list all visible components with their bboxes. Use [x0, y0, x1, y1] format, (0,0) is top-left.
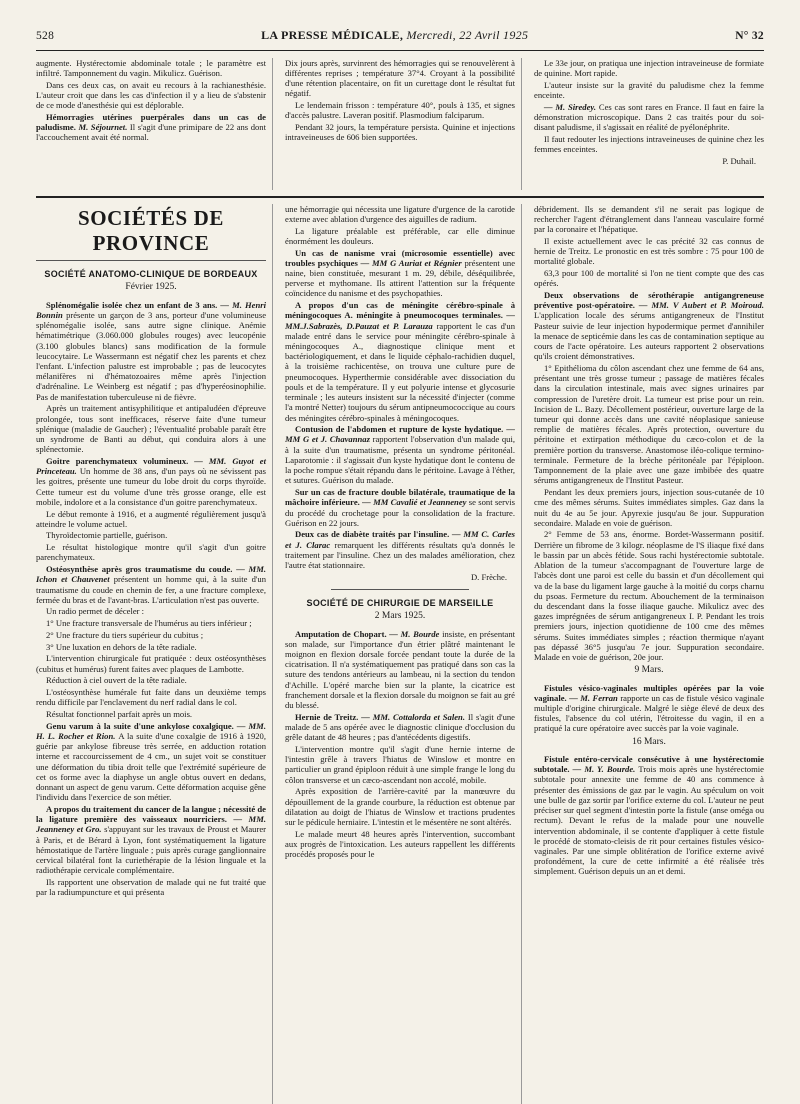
journal-title — [261, 28, 528, 42]
meeting-date: 9 Mars. — [634, 665, 664, 676]
author-names: — M. Henri Bonnin — [36, 299, 266, 320]
meeting-date: Février 1925. — [125, 282, 177, 293]
paragraph — [285, 786, 515, 827]
paragraph-text: Dix jours après, survinrent des hémorragies qui se renouvelèrent à différentes reprises ; température 37°4. Croyant à la possibilité d'une rétention placentaire, on fit un curettage dont le résultat fut négatif. — [285, 57, 515, 99]
paragraph-text: rapportent l'observation d'un malade qui, à la suite d'un traumatisme, présenta un syndrome péritonéal. Laparotomie : il s'agissait d'un kyste hydatique dont le contenu de la poche rompue s'était répandu dans le péritoine. Lavage à l'éther, et sutures. Guérison du malade. — [285, 434, 515, 486]
paragraph — [285, 744, 515, 785]
paragraph-text: remarquent les différents résultats qu'a donnés le traitement par l'insuline. Chez un des malades amélioration, chez l'autre état stationnaire. — [285, 539, 515, 571]
top-column-3-body — [534, 58, 764, 154]
paragraph-text: Ces cas sont rares en France. Il faut en faire la démonstration microscopique. Dans 2 cas traités pour du soi-disant paludisme, il s'agissait en réalité de pyélonéphrite. — [534, 101, 764, 132]
paragraph — [534, 290, 764, 362]
paragraph — [36, 530, 266, 540]
paragraph — [285, 712, 515, 743]
paragraph-text: présente un garçon de 3 ans, porteur d'une volumineuse splénomégalie isolée, sans autre signe clinique. Anémie hématimétrique (3.060.000 globules rouges) avec leucopénie (3.100 globules blancs) sans modification de la formule leucocytaire. Le Wassermann est négatif chez les parents et chez l'enfant. L'infection palustre est improbable ; pas de leucocytes mélanifères ni d'hématozoaires même après l'injection d'adrénaline. Le Weinberg est négatif ; pas d'hyperéosinophilie. Pas de manifestation tuberculeuse ni de fièvre. — [36, 309, 267, 402]
paragraph-text: Après un traitement antisyphilitique et antipaludéen d'épreuve prolongée, tous sont inefficaces, réserve faite d'une tumeur splénique (maladie de Gaucher) ; l'éventualité probable paraît être un syndrome de Banti au début, qui conduira alors à une splénectomie. — [36, 403, 266, 455]
paragraph — [36, 403, 266, 454]
paragraph — [36, 877, 266, 897]
page-header — [36, 28, 764, 51]
paragraph — [36, 804, 266, 876]
paragraph — [534, 268, 764, 288]
paragraph — [36, 653, 266, 673]
paragraph-text: 2° Une fracture du tiers supérieur du cubitus ; — [46, 629, 204, 640]
society-title-bordeaux: SOCIÉTÉ ANATOMO-CLINIQUE DE BORDEAUX — [44, 268, 258, 279]
paragraph — [36, 618, 266, 628]
paragraph — [36, 687, 266, 707]
paragraph-text: Un radio permet de déceler : — [46, 606, 145, 617]
signature: P. Duhail. — [722, 156, 756, 167]
page-number: 528 — [36, 30, 55, 42]
paragraph-text: 3° Une luxation en dehors de la tête radiale. — [46, 641, 197, 652]
paragraph-text: Le lendemain frisson : température 40°, pouls à 135, et signes d'accès palustre. Laveran positif. Plasmodium falciparum. — [285, 100, 515, 121]
paragraph-text: augmente. Hystérectomie abdominale totale ; le paramètre est infiltré. Tamponnement du vagin. Mikulicz. Guérison. — [36, 57, 266, 78]
top-column-2 — [285, 58, 522, 190]
meeting-date: 16 Mars. — [632, 736, 666, 747]
paragraph — [36, 675, 266, 685]
author-names: — MM. H. L. Rocher et Rion. — [36, 720, 266, 741]
paragraph — [36, 642, 266, 652]
paragraph — [534, 236, 764, 267]
author-names: — MM G et J. Chavannaz — [285, 424, 515, 445]
paragraph — [534, 529, 764, 662]
paragraph-text: Résultat fonctionnel parfait après un mois. — [46, 708, 193, 719]
paragraph-text: La ligature préalable est préférable, car elle diminue énormément les douleurs. — [285, 225, 515, 246]
main-column-2 — [285, 204, 522, 1104]
column-body — [285, 204, 515, 571]
author-names: — MM. Guyot et Princeteau. — [36, 455, 267, 477]
paragraph-text: Il s'agit d'une primipare de 22 ans dont l'accouchement avait été normal. — [36, 121, 266, 143]
paragraph — [36, 112, 266, 143]
paragraph-text: Le résultat histologique montre qu'il s'agit d'un goitre parenchymateux. — [36, 542, 266, 563]
paragraph — [534, 58, 764, 78]
paragraph — [534, 80, 764, 100]
paragraph — [285, 529, 515, 570]
paragraph — [36, 606, 266, 616]
paragraph — [36, 509, 266, 529]
author-names: — M. Bourde — [389, 628, 443, 639]
main-columns — [36, 204, 764, 1104]
paragraph-text: insiste, en présentant son malade, sur l'importance d'un étrier plâtré maintenant le moignon en flexion dorsale forcée pendant toute la durée de la cicatrisation. Il n'a systématiquement pas pratiqué dans son cas la suture des tendons antérieurs au lambeau, ni la section du tendon d'Achille. L'opéré marche bien sur la plante, la cicatrice est franchement dorsale et la flexion dorsale du moignon se fait au gré du blessé. — [285, 628, 516, 711]
column-body — [36, 300, 266, 898]
article-heading: Fistules vésico-vaginales multiples opérées par la voie vaginale. — [534, 682, 764, 703]
paragraph — [534, 134, 764, 154]
paragraph-text: Thyroïdectomie partielle, guérison. — [46, 530, 168, 541]
column-body — [534, 204, 764, 663]
paragraph-text: L'intervention chirurgicale fut pratiquée : deux ostéosynthèses (cubitus et humérus) furent faites avec plaques de Lambotte. — [36, 653, 266, 674]
section-divider — [36, 196, 764, 198]
paragraph — [534, 487, 764, 528]
paragraph — [36, 721, 266, 803]
meeting-date: 2 Mars 1925. — [374, 611, 426, 622]
author-names: — MM. Cottalorda et Salen. — [361, 711, 468, 722]
paragraph-text: rapporte un cas de fistule vésico vaginale multiple d'origine chirurgicale. Malgré le siège élevé de deux des fistules, l'absence du col utérin, l'étroitesse du vagin, il en a pratiqué la cure opératoire avec succès par la voie vaginale. — [534, 692, 764, 734]
article-heading: A propos du traitement du cancer de la langue ; nécessité de la ligature première des vaisseaux nourriciers. — [36, 803, 266, 825]
paragraph-text: Un homme de 38 ans, d'un pays où ne sévissent pas les goitres, présente une tumeur du lobe droit du corps thyroïde. Cette tumeur est du volume d'une très grosse orange, elle est mobile, indolore et a la consistance d'un goitre parenchymateux. — [36, 466, 266, 507]
paragraph — [285, 248, 515, 299]
paragraph-text: 63,3 pour 100 de mortalité si l'on ne tient compte que des cas opérés. — [534, 267, 764, 289]
issue-date: Mercredi, 22 Avril 1925 — [406, 28, 529, 42]
paragraph — [36, 542, 266, 562]
paragraph-text: L'ostéosynthèse humérale fut faite dans un deuxième temps rendu difficile par l'enclavement du nerf radial dans le col. — [36, 687, 266, 708]
author-names: — MM.J.Sabrazès, D.Pauzat et P. Larauza — [285, 310, 515, 331]
paragraph-text: rapportent le cas d'un malade entré dans le service pour méningite cérébro-spinale à méningocoques A., diagnostique clinique ment et bactériologiquement, et dans le liquide céphalo-rachidien duquel, à la troisième rachicentèse, on trouva une culture pure de pneumocoques. Hyperthermie considérable avec dissociation du pouls et de la température. Il y eut polyurie intense et glycosurie terminale ; les auteurs insistent sur la nécessité d'injecter (comme l'a montré Netter) toujours du sérum antipneumococcique au cours des méningites cérébro-spinales à méningocoques. — [285, 320, 516, 423]
article-heading: Genu varum à la suite d'une ankylose coxalgique. — [46, 720, 237, 731]
main-column-3 — [534, 204, 764, 1104]
author-names: — MM. Ichon et Chauvenet — [36, 564, 266, 585]
column-body — [285, 629, 515, 860]
paragraph-text: Il faut redouter les injections intraveineuses de quinine chez les femmes enceintes. — [534, 133, 764, 154]
paragraph-text: Ils rapportent une observation de malade qui ne fut traité que par la radiumpuncture et qui présenta — [36, 876, 266, 898]
divider — [331, 589, 469, 590]
author-names: M. Séjournet. — [78, 121, 130, 132]
paragraph-text: une hémorragie qui nécessita une ligature d'urgence de la carotide externe avec ablation d'urgence des aiguilles de radium. — [285, 203, 515, 224]
author-names: — MM. V Aubert et P. Moiroud. — [638, 300, 764, 311]
paragraph-text: Après exposition de l'arrière-cavité par la manœuvre du dépouillement de la grande courbure, la réduction est obtenue par dilatation au doigt de l'hiatus de Winslow et tractions prudentes sur le pédicule herniaire. L'intestin et le mésentère ne sont altérés. — [285, 786, 515, 827]
paragraph — [285, 829, 515, 860]
paragraph — [534, 363, 764, 486]
paragraph-text: Trois mois après une hystérectomie subtotale pour annexite une femme de 40 ans commence à présenter des émissions de gaz par le vagin. Au spéculum on voit une bulle de gaz sortir par l'orifice externe du col. L'auteur ne peut préciser sur quel segment d'intestin porte la fistule (anse oméga ou rectum). Devant le refus de la malade pour une nouvelle intervention abdominale, il se contente d'appliquer à cette fistule le procédé de stomato-cleisis de rit pour certaines fistules vésico-vaginales. Par une simple oblitération de l'orifice externe avivé profondément, la cure de cette infirmité a été réalisée très simplement. Guérison depuis un an et demi. — [534, 764, 764, 877]
author-names: — MM G Auriat et Régnier — [360, 257, 465, 268]
paragraph-text: 2° Femme de 53 ans, énorme. Bordet-Wassermann positif. Derrière un fibrome de 3 kilogr. néoplasme de l'S iliaque fixé dans le bassin par un abcès fétide. Sous rachi hystérectomie subtotale. Ablation de la tumeur s'accompagnant de l'ouverture large de l'abcès dont une paroi est celle du bassin et d'un décollement qui va de la base du ligament large gauche à la moitié du corps charnu du psoas. Fermeture du rectum. Abouchement de la terminaison du descendant dans la fosse iliaque gauche. Mikulicz avec des gazes imprégnées de sérum antigangreneux I. P. Pendant les trois premiers jours, injection quotidienne de 100 cme des mêmes sérums. Suites immédiates simples ; réaction thermique n'ayant pas dépassé 36°5 jusqu'au 7e jour. Suppuration secondaire. Malade en voie de guérison, 20e jour. — [534, 529, 764, 663]
paragraph — [36, 300, 266, 402]
article-heading: Fistule entéro-cervicale consécutive à une hystérectomie subtotale. — [534, 753, 764, 775]
paragraph — [36, 564, 266, 605]
paragraph — [285, 300, 515, 423]
paragraph-text: 1° Une fracture transversale de l'humérus au tiers inférieur ; — [46, 618, 252, 629]
column-body — [534, 754, 764, 877]
column-body — [534, 683, 764, 734]
paragraph-text: Le début remonte à 1916, et a augmenté régulièrement jusqu'à atteindre le volume actuel. — [36, 508, 266, 529]
signature: D. Frèche. — [470, 572, 507, 583]
paragraph-text: A la suite d'une coxalgie de 1916 à 1920, guérie par ankylose fibreuse très serrée, en adduction rotation interne et raccourcissement de 4 cm., un sujet voit se constituer une déformation du tibia droit telle que l'extrémité supérieure de cet os forme avec la diaphyse un angle obtus ouvert en dedans, donnant un aspect de genu varum. Cette déformation acquise gêne l'individu dans l'exercice de son métier. — [36, 730, 266, 803]
main-column-1 — [36, 204, 273, 1104]
author-names: — MM C. Carles et J. Clarac — [285, 529, 515, 550]
article-heading: Hémorragies utérines puerpérales dans un cas de paludisme. — [36, 111, 266, 132]
article-heading: Hernie de Treitz. — [295, 711, 362, 722]
author-names: — M. Y. Bourde. — [572, 764, 639, 775]
paragraph-text: L'intervention montre qu'il s'agit d'une hernie interne de l'intestin grêle à travers l'hiatus de Winslow et montre en particulier un grand épiploon réduit à une simple frange le long du côlon transverse et un cæco-ascendant non accolé, mobile. — [285, 743, 515, 785]
paragraph — [36, 630, 266, 640]
paragraph-text: Le malade meurt 48 heures après l'intervention, succombant aux progrès de l'intoxication. Les auteurs rappellent les différents procédés proposés pour le — [285, 828, 515, 860]
paragraph-text: Le 33e jour, on pratiqua une injection intraveineuse de formiate de quinine. Mort rapide. — [534, 57, 764, 78]
paragraph-text: L'application locale des sérums antigangreneux de l'Institut Pasteur suivie de leur injection hypodermique permet d'annihiler la menace de septicémie dans les cas de contamination septique au cours de l'acte opératoire. Les auteurs rapportent 2 observations qu'ils croient démonstratives. — [534, 310, 764, 362]
article-heading: A propos d'un cas de méningite cérébro-spinale à méningocoques A. méningite à pneumocoques terminales. — [285, 300, 515, 321]
author-names: — M. Ferran — [569, 692, 621, 703]
paragraph-text: débridement. Ils se demandent s'il ne serait pas logique de rechercher l'agent d'étranglement dans l'anneau vasculaire formé par la coronaire et l'hépatique. — [534, 203, 764, 235]
article-heading: Amputation de Chopart. — [295, 628, 390, 639]
paragraph-text: Il existe actuellement avec le cas précité 32 cas connus de hernie de Treitz. Le pronostic en est très sombre : 75 pour 100 de mortalité globale. — [534, 235, 764, 267]
paragraph-text: présentent un homme qui, à la suite d'un traumatisme du coude en chemin de fer, a une fracture complexe, fermée du bras et de l'avant-bras. L'articulation n'est pas ouverte. — [36, 574, 267, 605]
paragraph-text: 1° Epithélioma du côlon ascendant chez une femme de 64 ans, présentant une très grosse tumeur ; passage de matières fécales dans la circulation intestinale, mais avec signes urinaires par compression de l'uretère droit. La tumeur est prise pour un rein. Incision de L. Bazy. Décollement postérieur, ouverture large de la tumeur qui donne accès dans une cavité néoplasique sanieuse remplie de matières fécales. Après protection, ouverture du péritoine et extirpation méthodique du cæco-colon et de la première portion du transverse. Anastomose iléo-colique termino-terminale. Fermeture de la brèche péritonéale par l'épiploon. Tamponnement de la plaie avec une gaze imbibée des quatre sérums antigangreneux de l'Institut Pasteur. — [534, 362, 764, 486]
paragraph-text: Pendant 32 jours, la température persista. Quinine et injections intraveineuses de 606 bien supportées. — [285, 121, 515, 143]
paragraph — [285, 424, 515, 485]
author-names: — M. Siredey. — [544, 101, 599, 112]
author-names: — MM. Jeanneney et Gro. — [36, 814, 266, 835]
paragraph — [285, 487, 515, 528]
paragraph — [285, 58, 515, 99]
article-heading: Contusion de l'abdomen et rupture de kyste hydatique. — [295, 424, 507, 435]
paragraph-text: s'appuyant sur les travaux de Proust et Maurer à Paris, et de Bérard à Lyon, font systématiquement la ligature hémostatique de l'artère linguale ; puis après curage ganglionnaire cervical bilatéral font la curiethérapie de la lésion linguale et la radiothérapie cervicale complémentaire. — [36, 824, 266, 876]
paragraph-text: Réduction à ciel ouvert de la tête radiale. — [46, 675, 187, 686]
paragraph — [285, 122, 515, 142]
paragraph — [534, 102, 764, 133]
article-heading: Splénomégalie isolée chez un enfant de 3 ans. — [46, 299, 221, 310]
article-heading: Deux cas de diabète traités par l'insuline. — [295, 529, 452, 540]
paragraph-text: Il s'agit d'une malade de 5 ans opérée avec le diagnostic clinique d'occlusion du grêle datant de 48 heures ; pas d'antécédents digestifs. — [285, 711, 515, 743]
paragraph — [36, 58, 266, 78]
paragraph — [285, 100, 515, 120]
author-names: — MM Cavalié et Jeanneney — [362, 497, 469, 508]
article-heading: Sur un cas de fracture double bilatérale, traumatique de la mâchoire inférieure. — [285, 487, 515, 508]
paragraph — [534, 754, 764, 877]
society-title-marseille: SOCIÉTÉ DE CHIRURGIE DE MARSEILLE — [306, 597, 494, 608]
paragraph-text: se sont servis du procédé du crochetage pour la consolidation de la fracture. Guérison en 22 jours. — [285, 497, 515, 528]
paragraph — [534, 683, 764, 734]
paragraph-text: Pendant les deux premiers jours, injection sous-cutanée de 10 cme des mêmes sérums. Suites immédiates simples. Gaz dans la nuit du 4e au 5e jour. Apyrexie jusqu'au 8e jour. Suppuration secondaire. Malade en voie de guérison. — [534, 487, 764, 528]
paragraph — [36, 80, 266, 111]
paragraph — [285, 226, 515, 246]
paragraph — [36, 709, 266, 719]
section-title: SOCIÉTÉS DE PROVINCE — [36, 206, 266, 261]
paragraph-text: Dans ces deux cas, on avait eu recours à la rachianesthésie. L'auteur croit que dans les cas d'infection il y a lieu de s'abstenir de ce mode d'anesthésie qui est déplorable. — [36, 79, 266, 111]
paragraph — [285, 204, 515, 224]
top-column-3 — [534, 58, 764, 190]
article-heading: Deux observations de sérothérapie antigangreneuse préventive post-opératoire. — [534, 289, 764, 311]
article-heading: Un cas de nanisme vrai (microsomie essentielle) avec troubles psychiques — [285, 247, 515, 268]
issue-number: N° 32 — [735, 30, 764, 42]
top-columns — [36, 58, 764, 190]
paragraph — [285, 629, 515, 711]
paragraph — [36, 456, 266, 507]
paragraph-text: présentent une naine, bien constituée, mesurant 1 m. 29, débile, déséquilibrée, perverse et mythomane. Ils attirent l'attention sur la fréquente coïncidence du nanisme et des psychopathies. — [285, 257, 516, 299]
paragraph-text: L'auteur insiste sur la gravité du paludisme chez la femme enceinte. — [534, 79, 764, 100]
journal-name: LA PRESSE MÉDICALE, — [261, 28, 404, 42]
article-heading: Ostéosynthèse après gros traumatisme du coude. — [46, 564, 237, 575]
article-heading: Goitre parenchymateux volumineux. — [46, 455, 195, 466]
top-column-1 — [36, 58, 273, 190]
paragraph — [534, 204, 764, 235]
